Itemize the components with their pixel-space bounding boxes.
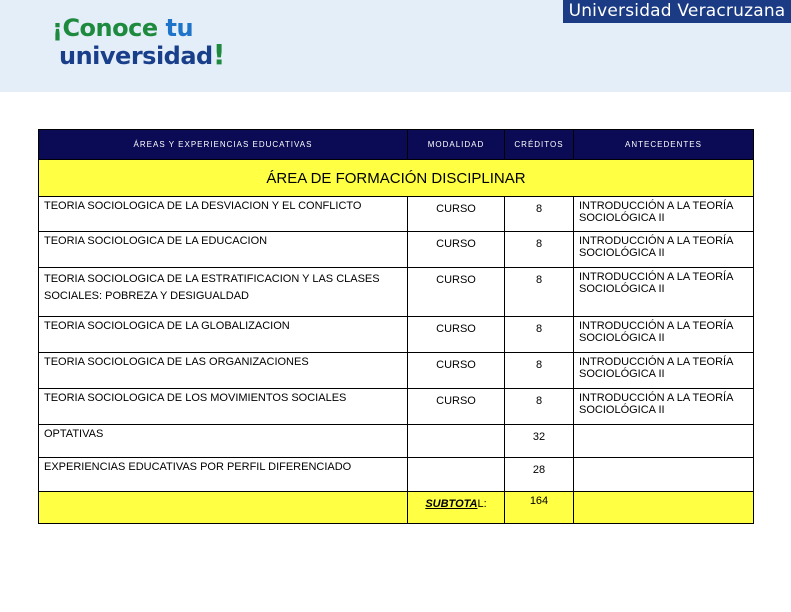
course-antecedentes: INTRODUCCIÓN A LA TEORÍA SOCIOLÓGICA II — [574, 317, 754, 353]
course-name: TEORIA SOCIOLOGICA DE LA ESTRATIFICACION Y LAS CLASES SOCIALES: POBREZA Y DESIGUALDAD — [39, 268, 408, 317]
course-antecedentes: INTRODUCCIÓN A LA TEORÍA SOCIOLÓGICA II — [574, 268, 754, 317]
area-title: ÁREA DE FORMACIÓN DISCIPLINAR — [39, 160, 754, 197]
perfil-creditos: 28 — [505, 458, 574, 492]
table-row — [39, 317, 754, 353]
course-antecedentes: INTRODUCCIÓN A LA TEORÍA SOCIOLÓGICA II — [574, 197, 754, 232]
optativas-creditos: 32 — [505, 425, 574, 458]
conoce-tu-universidad-logo — [52, 16, 225, 69]
course-creditos: 8 — [505, 197, 574, 232]
table-row — [39, 197, 754, 232]
course-modalidad: CURSO — [408, 268, 505, 317]
course-name: TEORIA SOCIOLOGICA DE LA DESVIACION Y EL CONFLICTO — [39, 197, 408, 232]
subtotal-row — [39, 492, 754, 524]
course-modalidad: CURSO — [408, 232, 505, 268]
logo-line-1: ¡Conoce tu — [52, 14, 194, 42]
optativas-row — [39, 425, 754, 458]
course-modalidad: CURSO — [408, 197, 505, 232]
perfil-antecedentes-empty — [574, 458, 754, 492]
perfil-label: EXPERIENCIAS EDUCATIVAS POR PERFIL DIFERENCIADO — [39, 458, 408, 492]
course-creditos: 8 — [505, 232, 574, 268]
optativas-modalidad-empty — [408, 425, 505, 458]
course-modalidad: CURSO — [408, 317, 505, 353]
course-name: TEORIA SOCIOLOGICA DE LA GLOBALIZACION — [39, 317, 408, 353]
column-header-creditos: CRÉDITOS — [505, 130, 574, 160]
optativas-antecedentes-empty — [574, 425, 754, 458]
course-modalidad: CURSO — [408, 389, 505, 425]
course-modalidad: CURSO — [408, 353, 505, 389]
curriculum-table — [38, 129, 754, 524]
course-creditos: 8 — [505, 353, 574, 389]
subtotal-label-main: SUBTOTA — [425, 498, 478, 510]
subtotal-value: 164 — [505, 492, 574, 524]
subtotal-spacer — [39, 492, 408, 524]
column-header-areas: ÁREAS Y EXPERIENCIAS EDUCATIVAS — [39, 130, 408, 160]
course-antecedentes: INTRODUCCIÓN A LA TEORÍA SOCIOLÓGICA II — [574, 232, 754, 268]
area-title-row — [39, 160, 754, 197]
course-creditos: 8 — [505, 317, 574, 353]
perfil-row — [39, 458, 754, 492]
course-antecedentes: INTRODUCCIÓN A LA TEORÍA SOCIOLÓGICA II — [574, 353, 754, 389]
optativas-label: OPTATIVAS — [39, 425, 408, 458]
table-row — [39, 389, 754, 425]
logo-line-2: universidad! — [59, 38, 226, 71]
perfil-modalidad-empty — [408, 458, 505, 492]
column-header-modalidad: MODALIDAD — [408, 130, 505, 160]
course-name: TEORIA SOCIOLOGICA DE LOS MOVIMIENTOS SOCIALES — [39, 389, 408, 425]
subtotal-empty — [574, 492, 754, 524]
table-row — [39, 232, 754, 268]
course-name: TEORIA SOCIOLOGICA DE LAS ORGANIZACIONES — [39, 353, 408, 389]
column-header-antecedentes: ANTECEDENTES — [574, 130, 754, 160]
subtotal-label-end: L: — [477, 498, 487, 510]
university-name-banner: Universidad Veracruzana — [563, 0, 791, 23]
course-name: TEORIA SOCIOLOGICA DE LA EDUCACION — [39, 232, 408, 268]
table-row — [39, 268, 754, 317]
course-creditos: 8 — [505, 389, 574, 425]
table-row — [39, 353, 754, 389]
course-creditos: 8 — [505, 268, 574, 317]
table-header-row — [39, 130, 754, 160]
course-antecedentes: INTRODUCCIÓN A LA TEORÍA SOCIOLÓGICA II — [574, 389, 754, 425]
subtotal-label — [408, 492, 505, 524]
